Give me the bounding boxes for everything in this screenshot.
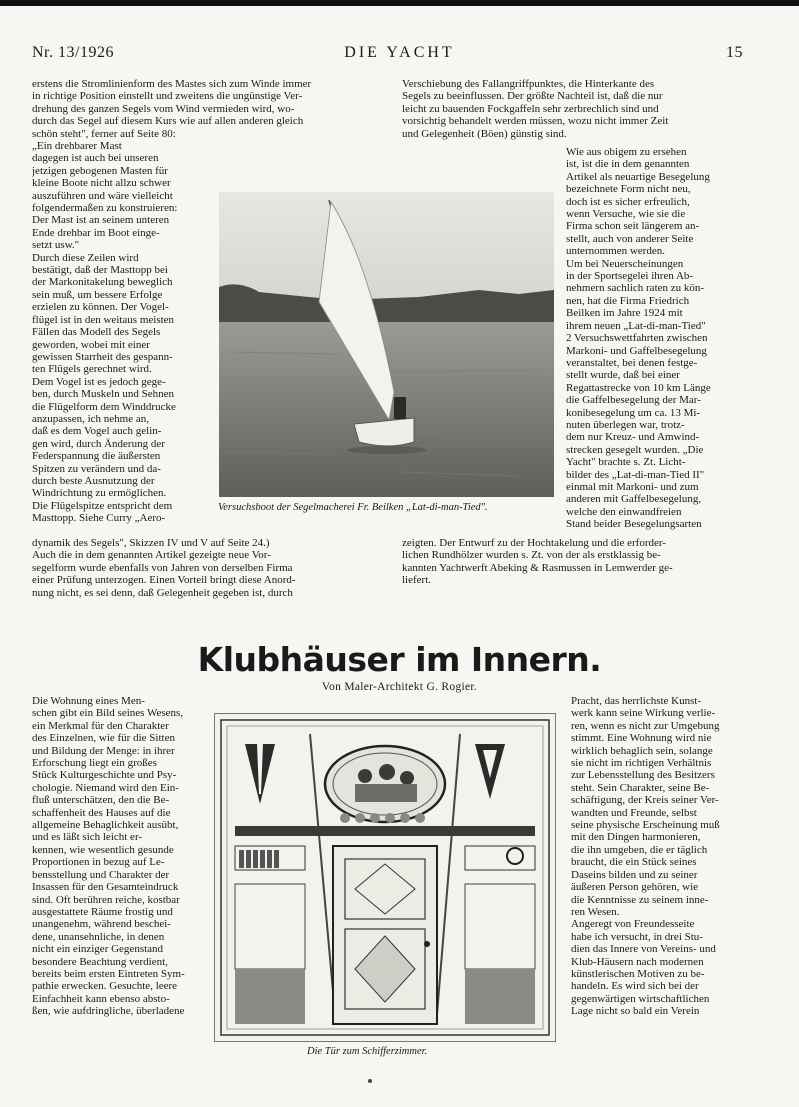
text-line: ten Flügels gerechnet wird. xyxy=(32,363,152,376)
text-line: ßen, wie aufdringliche, überladene xyxy=(32,1005,185,1018)
article1-left-column xyxy=(32,140,206,525)
text-line: Einfachheit kann ebenso absto- xyxy=(32,992,170,1005)
text-line: leicht zu bauenden Fockgaffeln sehr zerbrechlich sind und xyxy=(402,102,659,115)
text-line: die ihn umgeben, die er täglich xyxy=(571,843,708,856)
text-line: Stand beider Besegelungsarten xyxy=(566,518,702,531)
text-line: dynamik des Segels", Skizzen IV und V auf Seite 24.) xyxy=(32,537,270,549)
text-line: schaffenheit des Hauses auf die xyxy=(32,806,171,819)
text-line: Angeregt von Freundesseite xyxy=(571,918,695,931)
text-line: Der Mast ist an seinem unteren xyxy=(32,214,170,227)
text-line: Auch die in dem genannten Artikel gezeigte neue Vor- xyxy=(32,549,271,562)
text-line: geworden, wobei mit einer xyxy=(32,338,150,351)
text-line: ausgestattete Räume frostig und xyxy=(32,905,173,918)
article1-bottom-right-text xyxy=(402,537,740,587)
article1-bottom-left-text xyxy=(32,537,370,599)
text-line: zur Lebensstellung des Besitzers xyxy=(571,769,715,782)
article2-title: Klubhäuser im Innern. xyxy=(197,640,602,679)
text-line: anzupassen, ich nehme an, xyxy=(32,412,149,425)
text-line: Federspannung die äußersten xyxy=(32,450,161,463)
text-line: veranstaltet, bei denen festge- xyxy=(566,356,698,369)
text-line: welche den einwandfreien xyxy=(566,505,682,518)
text-line: Um bei Neuerscheinungen xyxy=(566,257,684,270)
text-line: gewissen Starrheit des gespann- xyxy=(32,350,173,363)
text-line: stellt wurde, daß bei einer xyxy=(566,369,680,382)
text-line: besondere Beachtung verdient, xyxy=(32,955,168,968)
text-line: braucht, die ein Stück seines xyxy=(571,856,697,869)
text-line: jetzigen gebogenen Masten für xyxy=(32,164,168,177)
text-line: bensstellung und Charakter der xyxy=(32,868,170,881)
text-line: ihrem neuen „Lat-di-man-Tied" xyxy=(566,319,706,332)
text-line: ein Merkmal für den Charakter xyxy=(32,719,169,732)
photo-caption: Versuchsboot der Segelmacherei Fr. Beilken „Lat-di-man-Tied". xyxy=(218,502,488,513)
text-line: kannten Yachtwerft Abeking & Rasmussen in Lemwerder ge- xyxy=(402,561,673,574)
text-line: Segels zu beeinflussen. Der größte Nachteil ist, daß die nur xyxy=(402,90,663,103)
text-line: Spitzen zu verändern und da- xyxy=(32,462,161,475)
article2-byline: Von Maler-Architekt G. Rogier. xyxy=(321,681,478,693)
text-line: Verschiebung des Fallangriffpunktes, die Hinterkante des xyxy=(402,78,655,90)
text-line: unangenehm, während beschei- xyxy=(32,918,171,931)
text-line: einer Prüfung unterzogen. Einen Vorteil bringt diese Anord- xyxy=(32,574,296,587)
text-line: gegenwärtigen wirtschaftlichen xyxy=(571,992,710,1005)
text-line: Daseins bilden und zu seiner xyxy=(571,868,698,881)
issue-number: Nr. 13/1926 xyxy=(32,44,114,61)
text-line: Durch diese Zeilen wird xyxy=(32,251,139,264)
text-line: erstens die Stromlinienform des Mastes sich zum Winde immer xyxy=(32,78,312,90)
text-line: Markoni- und Gaffelbesegelung xyxy=(566,344,707,357)
text-line: Wie aus obigem zu ersehen xyxy=(566,146,687,158)
text-line: die Flügelform dem Winddrucke xyxy=(32,400,176,413)
text-line: ben, durch Muskeln und Sehnen xyxy=(32,388,175,401)
text-line: des Einzelnen, wie für die Sitten xyxy=(32,732,175,745)
text-line: schön steht", ferner auf Seite 80: xyxy=(32,127,176,140)
text-line: und Gelegenheit (Böen) günstig sind. xyxy=(402,127,567,140)
text-line: kennen, wie wesentlich gesunde xyxy=(32,843,174,856)
text-line: Masttopp. Siehe Curry „Aero- xyxy=(32,512,166,525)
text-line: seine physische Erscheinung muß xyxy=(571,819,720,832)
text-line: durch beste Ausnutzung der xyxy=(32,474,155,487)
text-line: einmal mit Markoni- und zum xyxy=(566,480,699,493)
text-line: fluß unterschätzen, den die Be- xyxy=(32,794,170,807)
text-line: segelform wurde ebenfalls von Jahren von derselben Firma xyxy=(32,561,293,574)
text-line: lichen Rundhölzer wurden s. Zt. von der als erstklassig be- xyxy=(402,549,661,562)
text-line: strecken gesegelt wurden. „Die xyxy=(566,443,704,456)
text-line: nen, hat die Firma Friedrich xyxy=(566,294,690,307)
text-line: mit den Dingen harmonieren, xyxy=(571,831,701,844)
door-illustration-image xyxy=(215,714,555,1041)
text-line: anderen mit Gaffelbesegelung, xyxy=(566,493,702,506)
page-ornament-dot xyxy=(368,1079,372,1083)
text-line: in richtige Position einstellt und zweitens die ungünstige Ver- xyxy=(32,90,303,103)
text-line: Pracht, das herrlichste Kunst- xyxy=(571,695,702,707)
text-line: schen gibt ein Bild seines Wesens, xyxy=(32,707,184,720)
text-line: sind. Oft berühren reiche, kostbar xyxy=(32,893,180,906)
text-line: Die Flügelspitze entspricht dem xyxy=(32,499,173,512)
page-top-rule xyxy=(0,0,799,6)
text-line: drehung des ganzen Segels vom Wind vermieden wird, wo- xyxy=(32,102,295,115)
text-line: Regattastrecke von 10 km Länge xyxy=(566,381,711,394)
text-line: äußeren Person gehören, wie xyxy=(571,881,699,894)
text-line: gen wird, durch Änderung der xyxy=(32,437,165,450)
text-line: steht. Sein Charakter, seine Be- xyxy=(571,781,710,794)
text-line: bilder des „Lat-di-man-Tied II" xyxy=(566,468,705,481)
text-line: „Ein drehbarer Mast xyxy=(32,140,122,152)
text-line: nehmern sachlich raten zu kön- xyxy=(566,282,705,295)
text-line: schäftigung, der Kreis seiner Ver- xyxy=(571,794,719,807)
text-line: bereits beim ersten Eintreten Sym- xyxy=(32,967,185,980)
text-line: folgendermaßen zu konstruieren: xyxy=(32,202,178,215)
article1-top-left-text xyxy=(32,78,370,140)
text-line: auszuführen und wäre vielleicht xyxy=(32,189,173,202)
text-line: Lage nicht so bald ein Verein xyxy=(571,1005,700,1018)
page-number: 15 xyxy=(726,44,743,61)
text-line: in der Sportsegelei ihren Ab- xyxy=(566,270,694,283)
text-line: dien das Innere von Vereins- und xyxy=(571,943,716,956)
text-line: 2 Versuchswettfahrten zwischen xyxy=(566,332,708,345)
article2-right-column xyxy=(571,695,741,1018)
text-line: und Bildung der Menge: in ihrer xyxy=(32,744,175,757)
text-line: der Markonitakelung beweglich xyxy=(32,276,173,289)
text-line: die Gaffelbesegelung der Mar- xyxy=(566,394,701,407)
text-line: und es läßt sich leicht er- xyxy=(32,831,143,844)
text-line: dagegen ist auch bei unseren xyxy=(32,152,159,165)
article2-left-column xyxy=(32,695,206,1018)
text-line: Fällen das Modell des Segels xyxy=(32,326,161,339)
text-line: Die Wohnung eines Men- xyxy=(32,695,145,707)
text-line: dene, unansehnliche, in denen xyxy=(32,930,165,943)
text-line: vorsichtig behandelt werden müssen, wozu nicht immer Zeit xyxy=(402,115,669,128)
text-line: Proportionen in bezug auf Le- xyxy=(32,856,165,869)
text-line: stimmt. Eine Wohnung wird nie xyxy=(571,732,712,745)
text-line: wenn Versuche, wie sie die xyxy=(566,208,686,221)
text-line: allgemeine Behaglichkeit ausübt, xyxy=(32,819,179,832)
text-line: dem nur Kreuz- und Amwind- xyxy=(566,431,700,444)
text-line: nung nicht, es sei denn, daß Gelegenheit gegeben ist, durch xyxy=(32,586,293,599)
drawing-caption: Die Tür zum Schifferzimmer. xyxy=(307,1046,428,1057)
text-line: bestätigt, daß der Masttopp bei xyxy=(32,264,168,277)
text-line: sie nicht im richtigen Verhältnis xyxy=(571,757,712,770)
text-line: nuten überlegen war, trotz- xyxy=(566,418,685,431)
text-line: Yacht" brachte s. Zt. Licht- xyxy=(566,456,686,469)
text-line: Dem Vogel ist es jedoch gege- xyxy=(32,375,166,388)
text-line: Beilken im Jahre 1924 mit xyxy=(566,307,683,320)
text-line: flügel ist in den weitaus meisten xyxy=(32,313,175,326)
text-line: Firma schon seit längerem an- xyxy=(566,220,700,233)
text-line: habe ich versucht, in drei Stu- xyxy=(571,930,703,943)
text-line: Artikel als neuartige Besegelung xyxy=(566,170,710,183)
text-line: Windrichtung zu ermöglichen. xyxy=(32,487,167,500)
text-line: Ende drehbar im Boot einge- xyxy=(32,226,160,239)
sailboat-photo-image xyxy=(219,192,554,497)
text-line: ren Wesen. xyxy=(571,905,620,918)
text-line: daß es dem Vogel auch gelin- xyxy=(32,425,162,438)
text-line: setzt usw." xyxy=(32,239,80,252)
text-line: ist, ist die in dem genannten xyxy=(566,158,690,171)
text-line: kleine Boote nicht allzu schwer xyxy=(32,177,171,190)
door-illustration xyxy=(214,713,556,1042)
text-line: ren, wenn es nicht zur Umgebung xyxy=(571,719,720,732)
text-line: konibesegelung um ca. 13 Mi- xyxy=(566,406,701,419)
text-line: liefert. xyxy=(402,574,432,587)
text-line: doch ist es sicher erfreulich, xyxy=(566,195,690,208)
text-line: handeln. Es wird sich bei der xyxy=(571,980,699,993)
article1-right-column xyxy=(566,146,740,531)
text-line: Stück Kulturgeschichte und Psy- xyxy=(32,769,177,782)
text-line: pathie erwecken. Gesuchte, leere xyxy=(32,980,178,993)
sailboat-photo xyxy=(219,192,554,497)
text-line: durch das Segel auf diesem Kurs wie auf allen anderen gleich xyxy=(32,115,304,128)
text-line: chologie. Niemand wird den Ein- xyxy=(32,781,179,794)
text-line: sein muß, um bessere Erfolge xyxy=(32,288,163,301)
text-line: nicht ein einziger Gegenstand xyxy=(32,943,164,956)
text-line: wandten und Freunde, selbst xyxy=(571,806,697,819)
text-line: Insassen für den Gesamteindruck xyxy=(32,881,179,894)
text-line: stellt, auch von anderer Seite xyxy=(566,232,694,245)
text-line: die Kenntnisse zu seinem inne- xyxy=(571,893,709,906)
text-line: zeigten. Der Entwurf zu der Hochtakelung und die erforder- xyxy=(402,537,666,549)
text-line: Klub-Häusern nach modernen xyxy=(571,955,704,968)
text-line: wirklich behaglich sein, solange xyxy=(571,744,713,757)
text-line: unternommen werden. xyxy=(566,245,665,258)
text-line: künstlerischen Motiven zu be- xyxy=(571,967,705,980)
text-line: werk kann seine Wirkung verlie- xyxy=(571,707,716,720)
journal-title: DIE YACHT xyxy=(344,44,455,61)
text-line: erzielen zu können. Der Vogel- xyxy=(32,301,169,314)
text-line: Erforschung liegt ein großes xyxy=(32,757,157,770)
text-line: bezeichnete Form nicht neu, xyxy=(566,183,691,196)
article1-top-right-text xyxy=(402,78,740,140)
